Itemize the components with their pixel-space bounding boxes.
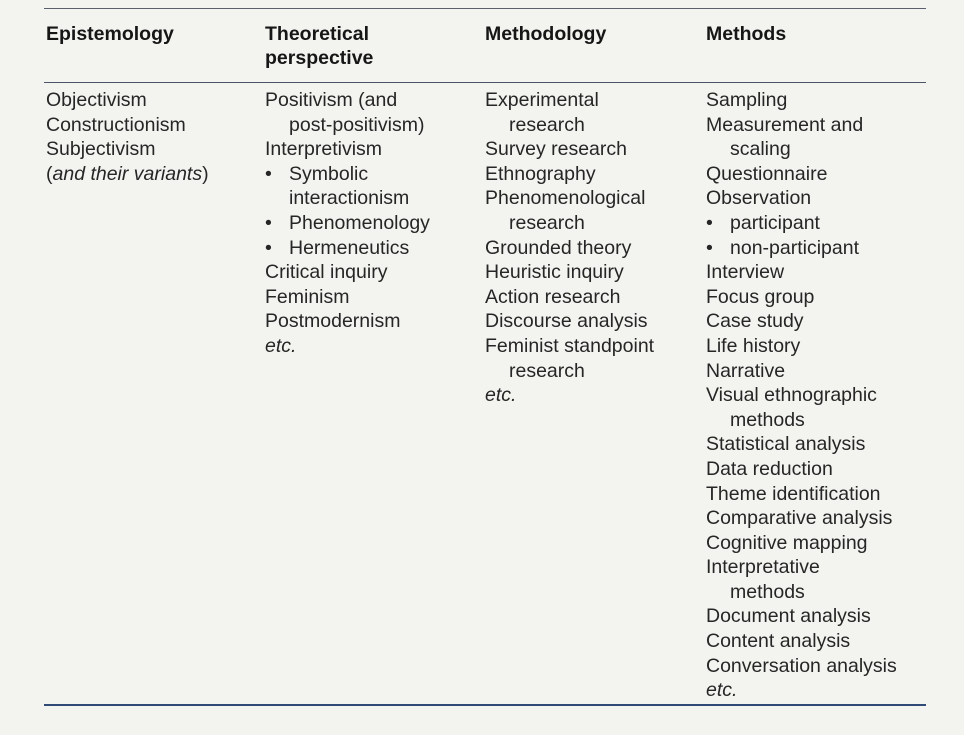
methods-column: [706, 88, 926, 703]
list-item-label: non-participant: [730, 236, 859, 259]
list-item-bulleted: [265, 211, 480, 236]
list-item: Subjectivism: [46, 138, 156, 161]
list-item-etc: etc.: [265, 334, 297, 357]
list-item: Measurement and: [706, 113, 864, 136]
header-epistemology: [46, 22, 261, 46]
list-item: Survey research: [485, 138, 627, 161]
header-methods-label: Methods: [706, 23, 787, 45]
list-item-continuation: research: [509, 211, 585, 234]
list-item-etc: etc.: [485, 384, 517, 407]
methodology-column: [485, 88, 700, 408]
bullet-icon: •: [706, 211, 713, 234]
list-item-continuation: methods: [730, 580, 805, 603]
list-item: Interpretative: [706, 556, 820, 579]
header-theoretical-line-1: Theoretical: [265, 23, 370, 45]
list-item: Postmodernism: [265, 310, 401, 333]
list-item: Grounded theory: [485, 236, 632, 259]
header-separator-rule: [44, 82, 926, 83]
epistemology-column: [46, 88, 261, 186]
header-theoretical-perspective: [265, 22, 480, 70]
list-item: Life history: [706, 334, 801, 357]
list-item: Action research: [485, 285, 621, 308]
list-item: Theme identification: [706, 482, 881, 505]
bullet-icon: •: [706, 236, 713, 259]
list-item-continuation: post-positivism): [289, 113, 425, 136]
variants-note: [46, 162, 261, 187]
list-item-continuation: methods: [730, 408, 805, 431]
list-item: Critical inquiry: [265, 261, 388, 284]
variants-open: (: [46, 162, 53, 185]
list-item-label: participant: [730, 211, 820, 234]
list-item: Feminist standpoint: [485, 334, 655, 357]
list-item-label: Hermeneutics: [289, 236, 410, 259]
list-item: Observation: [706, 187, 812, 210]
list-item-bulleted: [706, 211, 926, 236]
list-item: Document analysis: [706, 605, 871, 628]
list-item: Phenomenological: [485, 187, 646, 210]
table-bottom-rule: [44, 704, 926, 706]
list-item: Discourse analysis: [485, 310, 648, 333]
list-item: Statistical analysis: [706, 433, 866, 456]
list-item: Visual ethnographic: [706, 384, 877, 407]
list-item: Content analysis: [706, 630, 851, 653]
list-item: Data reduction: [706, 457, 833, 480]
list-item: Questionnaire: [706, 162, 828, 185]
header-methods: [706, 22, 926, 46]
list-item: Cognitive mapping: [706, 531, 868, 554]
list-item-label: Symbolic: [289, 162, 369, 185]
header-methodology: [485, 22, 700, 46]
list-item: Feminism: [265, 285, 350, 308]
list-item: Case study: [706, 310, 804, 333]
theoretical-column: [265, 88, 480, 359]
list-item: Objectivism: [46, 89, 147, 111]
bullet-icon: •: [265, 162, 272, 185]
list-item-label: Phenomenology: [289, 211, 430, 234]
header-methodology-label: Methodology: [485, 23, 607, 45]
list-item-bulleted: [265, 236, 480, 261]
list-item: Positivism (and: [265, 89, 398, 111]
bullet-icon: •: [265, 211, 272, 234]
list-item: Comparative analysis: [706, 507, 893, 530]
list-item-etc: etc.: [706, 679, 738, 702]
list-item: Focus group: [706, 285, 815, 308]
list-item: Heuristic inquiry: [485, 261, 624, 284]
list-item-continuation: scaling: [730, 138, 791, 161]
list-item: Narrative: [706, 359, 786, 382]
list-item: Sampling: [706, 89, 788, 111]
list-item: Conversation analysis: [706, 654, 897, 677]
list-item: Constructionism: [46, 113, 186, 136]
list-item: Interview: [706, 261, 785, 284]
list-item-continuation: research: [509, 113, 585, 136]
list-item: Ethnography: [485, 162, 596, 185]
bullet-icon: •: [265, 236, 272, 259]
header-theoretical-line-2: perspective: [265, 47, 374, 69]
list-item-continuation: interactionism: [289, 187, 410, 210]
list-item: Experimental: [485, 89, 599, 111]
header-epistemology-label: Epistemology: [46, 23, 174, 45]
list-item-continuation: research: [509, 359, 585, 382]
variants-text: and their variants: [52, 162, 203, 185]
list-item: Interpretivism: [265, 138, 383, 161]
table-top-rule: [44, 8, 926, 9]
variants-close: ): [202, 162, 209, 185]
list-item-bulleted: [265, 162, 480, 187]
list-item-bulleted: [706, 236, 926, 261]
